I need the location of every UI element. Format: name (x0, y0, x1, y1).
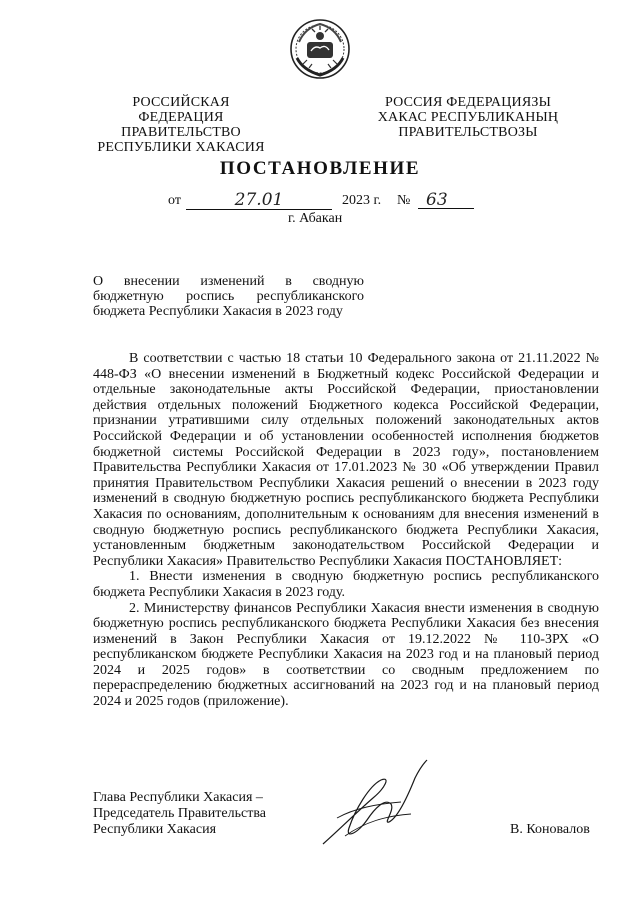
header-right-line: ПРАВИТЕЛЬСТВОЗЫ (398, 125, 538, 140)
signatory-title-line: Республики Хакасия (93, 822, 217, 837)
header-left (92, 95, 270, 155)
city-line: г. Абакан (288, 211, 343, 226)
header-left-line: РЕСПУБЛИКИ ХАКАСИЯ (97, 140, 265, 155)
date-year: 2023 г. (342, 193, 382, 208)
body-paragraph: 1. Внести изменения в сводную бюджетную роспись республиканского бюджета Республики Хакасия в 2023 году. (93, 569, 599, 600)
signatory-title-line: Председатель Правительства (93, 806, 266, 821)
handwritten-date: 27.01 (186, 193, 332, 210)
body-paragraph: В соответствии с частью 18 статьи 10 Федерального закона от 21.11.2022 № 448-ФЗ «О внесении изменений в Бюджетный кодекс Российской Федерации и отдельные законодательные акты Российской Федерации, приостановлении действия отдельных положений Бюджетного кодекса Российской Федерации, признании утратившими силу отдельных положений законодательных актов Российской Федерации и об установлении особенностей исполнения бюджетов бюджетной системы Российской Федерации в 2023 году», постановлением Правительства Республики Хакасия от 17.01.2023 № 30 «Об утверждении Правил принятия Правительством Республики Хакасия решений о внесении в 2023 году изменений в сводную бюджетную роспись республиканского бюджета Республики Хакасия по основаниям, дополнительным к основаниям для внесения изменений в сводную бюджетную роспись республиканского бюджета Республики Хакасия, установленным бюджетным законодательством Российской Федерации и Республики Хакасия» Правительство Республики Хакасия ПОСТАНОВЛЯЕТ: (93, 351, 599, 569)
coat-of-arms-icon (289, 18, 351, 80)
header-right (373, 95, 563, 140)
header-left-line: ПРАВИТЕЛЬСТВО (121, 125, 241, 140)
document-subject: О внесении изменений в сводную бюджетную роспись республиканского бюджета Республики Хакасия в 2023 году (93, 274, 364, 319)
header-right-line: ХАКАС РЕСПУБЛИКАНЫҢ (377, 110, 559, 125)
document-title: ПОСТАНОВЛЕНИЕ (219, 158, 421, 179)
signatory-title-line: Глава Республики Хакасия – (93, 790, 263, 805)
number-label: № (397, 193, 411, 208)
header-right-line: РОССИЯ ФЕДЕРАЦИЯЗЫ (384, 95, 552, 110)
signatory-title (93, 790, 266, 838)
header-left-line: РОССИЙСКАЯ ФЕДЕРАЦИЯ (132, 95, 230, 125)
handwritten-signature-icon (315, 758, 435, 858)
signatory-name: В. Коновалов (510, 822, 590, 837)
date-prefix: от (168, 193, 181, 208)
document-body (93, 351, 599, 710)
body-paragraph: 2. Министерству финансов Республики Хакасия внести изменения в сводную бюджетную роспись республиканского бюджета Республики Хакасия без внесения изменений в Закон Республики Хакасия от 19.12.2022 № 110-ЗРХ «О республиканском бюджете Республики Хакасия на 2023 год и на плановый период 2024 и 2025 годов» в соответствии со сводным предложением по перераспределению бюджетных ассигнований на 2023 год и на плановый период 2024 и 2025 годов (приложение). (93, 600, 599, 710)
handwritten-number: 63 (418, 193, 474, 209)
